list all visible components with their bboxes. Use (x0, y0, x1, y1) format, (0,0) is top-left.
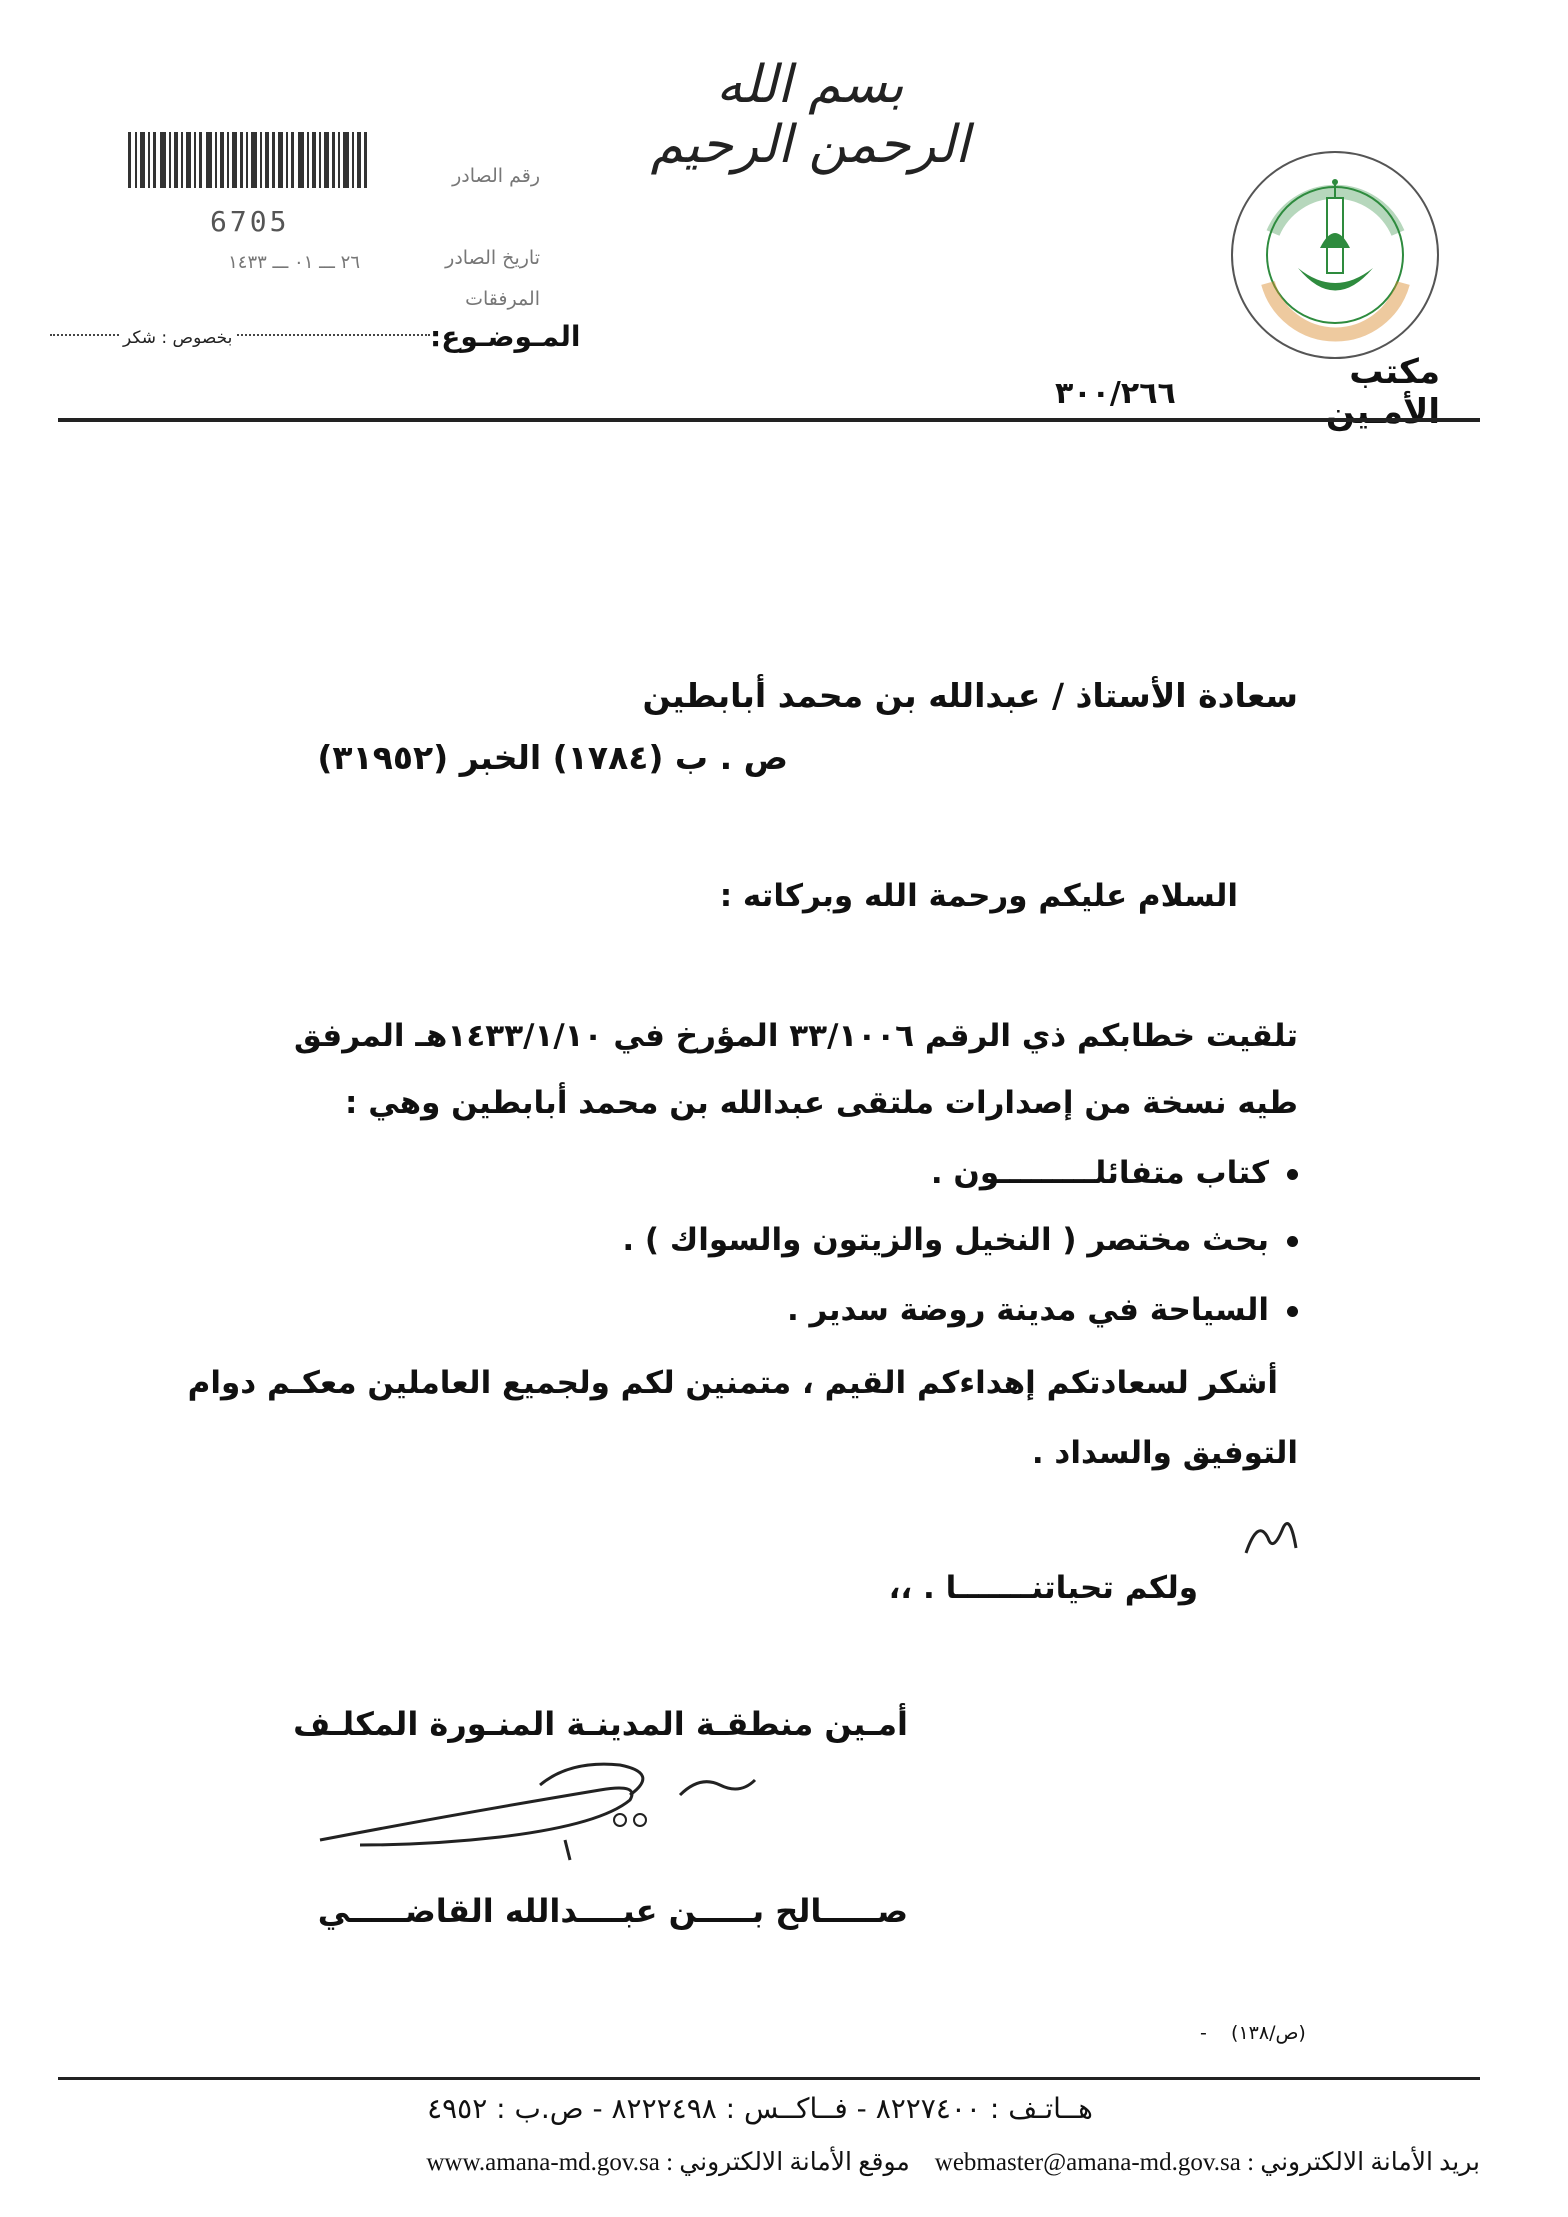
list-item: كتاب متفائلـــــــــون . (931, 1155, 1298, 1191)
list-item: السياحة في مدينة روضة سدير . (787, 1292, 1298, 1328)
issue-date-label: تاريخ الصادر (445, 247, 540, 269)
footer-divider (58, 2077, 1480, 2080)
website-label: موقع الأمانة الالكتروني : (666, 2149, 910, 2176)
footer-contact-line: هــاتـف : ٨٢٢٧٤٠٠ - فــاكــس : ٨٢٢٢٤٩٨ - ص.ب : ٤٩٥٢ (427, 2092, 1093, 2125)
body-paragraph-2-line-2: التوفيق والسداد . (1031, 1435, 1298, 1471)
barcode-number: 6705 (210, 205, 290, 238)
email-link[interactable]: webmaster@amana-md.gov.sa (934, 2149, 1241, 2176)
list-item: بحث مختصر ( النخيل والزيتون والسواك ) . (622, 1222, 1298, 1258)
office-title: مكتب الأمـين (1325, 352, 1440, 432)
recipient-line: سعادة الأستاذ / عبدالله بن محمد أبابطين (642, 676, 1298, 715)
subject-dotted-line (50, 334, 430, 336)
email-label: بريد الأمانة الالكتروني : (1247, 2149, 1480, 2176)
bullet-icon (1287, 1306, 1298, 1317)
footer-web-line (100, 2147, 1480, 2177)
website-link[interactable]: www.amana-md.gov.sa (426, 2149, 660, 2176)
body-paragraph-1-line-1: تلقيت خطابكم ذي الرقم ٣٣/١٠٠٦ المؤرخ في ١٤٣٣/١/١٠هـ المرفق (293, 1018, 1298, 1054)
recipient-address: ص . ب (١٧٨٤) الخبر (٣١٩٥٢) (317, 738, 788, 777)
subject-label: المـوضـوع: (430, 320, 581, 353)
attachments-label: المرفقات (465, 288, 540, 310)
subject-value: بخصوص : شكر (120, 328, 235, 348)
page-reference-note: (ص/١٣٨) - (1200, 2022, 1306, 2044)
bismillah-heading: بسم الله الرحمن الرحيم (650, 55, 970, 175)
issue-date-value: ٢٦ ـــ ٠١ ـــ ١٤٣٣ (228, 252, 360, 273)
greeting-line: السلام عليكم ورحمة الله وبركاته : (719, 878, 1238, 914)
body-paragraph-2-line-1: أشكر لسعادتكم إهداءكم القيم ، متمنين لكم ولجميع العاملين معكـم دوام (187, 1365, 1278, 1401)
issue-number-label: رقم الصادر (452, 165, 540, 187)
signatory-title: أمـين منطقـة المدينـة المنـورة المكلـف (293, 1705, 908, 1743)
body-paragraph-1-line-2: طيه نسخة من إصدارات ملتقى عبدالله بن محمد أبابطين وهي : (345, 1085, 1298, 1121)
initials-mark-icon (1238, 1508, 1308, 1568)
bullet-icon (1287, 1236, 1298, 1247)
ministry-logo-icon (1228, 148, 1443, 363)
bullet-icon (1287, 1169, 1298, 1180)
header-divider (58, 418, 1480, 422)
handwritten-signature-icon (300, 1745, 760, 1865)
barcode-icon (128, 132, 368, 188)
closing-line: ولكم تحياتنـــــــا . ،، (888, 1570, 1198, 1606)
office-number: ٣٠٠/٢٦٦ (1055, 376, 1176, 411)
signatory-name: صـــــالح بـــــن عبــــدالله القاضـــــي (317, 1892, 908, 1930)
